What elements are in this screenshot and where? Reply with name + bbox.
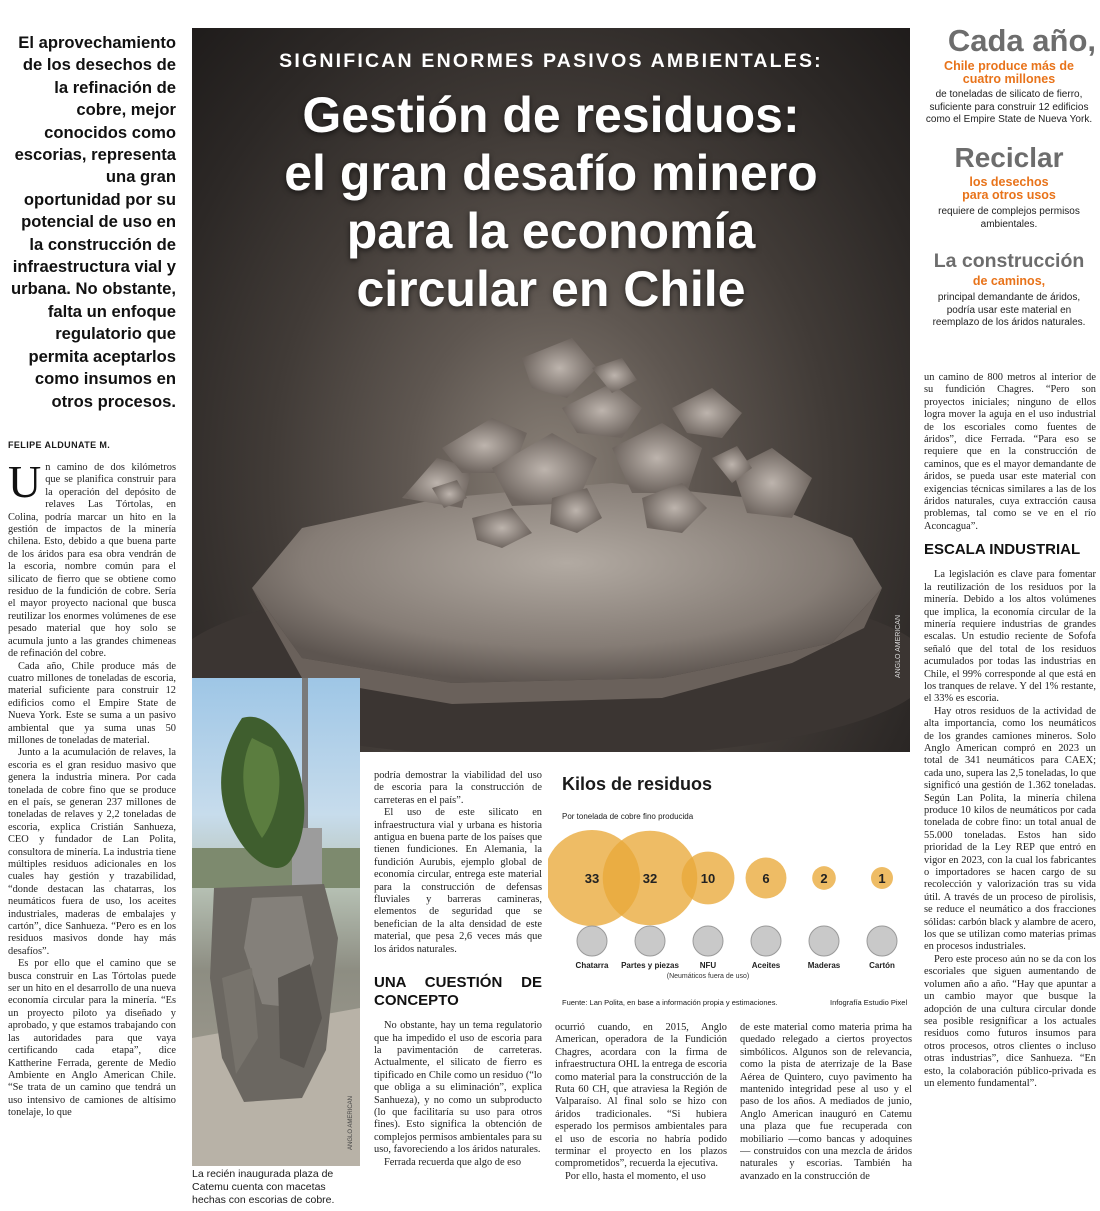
fact-2-highlight-line-1: los desechos [969, 175, 1049, 189]
category-note: (Neumáticos fuera de uso) [666, 973, 750, 980]
waste-chart [548, 760, 910, 1016]
headline [212, 86, 890, 318]
bubble-value-label: 2 [820, 871, 828, 886]
category-label: Maderas [807, 961, 841, 970]
col1-paragraph-4: Es por ello que el camino que se busca construir en Las Tórtolas puede ser un hito en el desarrollo de una nueva economía circular para la minería. “Es un proyecto piloto ya diseñado y aprobado, y que estamos trabajando con las autoridades para que vaya certificando cada etapa”, dice Kattherine Ferrada, gerente de Medio Ambiente en Anglo American Chile. “Se trata de un camino que tendrá un uso intensivo de camiones de altísimo tonelaje, lo que [8, 958, 176, 1119]
col1-paragraph-2: Cada año, Chile produce más de cuatro millones de toneladas de escoria, material suficiente para construir 12 edificios como el Empire State de Nueva York. Este se suma a un pasivo ambiental que ya suma unas 50 millones de toneladas de material. [8, 660, 176, 746]
article-column-5 [740, 1022, 912, 1210]
fact-1-highlight-line-1: Chile produce más de [944, 59, 1074, 73]
fact-2-desc-line-2: ambientales. [980, 218, 1038, 230]
headline-line-2: el gran desafío minero [284, 145, 818, 201]
section-heading-escala: ESCALA INDUSTRIAL [924, 541, 1081, 559]
category-label: Cartón [869, 961, 895, 970]
col6-paragraph-3: Hay otros residuos de la actividad de alta importancia, como los neumáticos de los grandes camiones mineros. Solo Anglo American compró en 2023 un total de 341 neumáticos para CAEX; cada uno, supera las 2,5 toneladas, lo que significó una gestión de 1.362 toneladas. Según Lan Polita, la minería chilena produce 10 kilos de neumáticos por cada tonelada de cobre fino: un total anual de 55.000 toneladas. Estos han sido prioridad de la Ley REP que entró en vigor en 2023, con la cual los fabricantes o importadores se hacen cargo de su recolección y valorización tras su vida útil. A través de un proceso de pirolisis, se reduce el neumático a dos fracciones sólidas: carbón black y alambre de acero, los que se utilizan como materias primas en procesos industriales. [924, 705, 1096, 953]
fact-box-1 [922, 24, 1096, 127]
col4-paragraph-2: Por ello, hasta el momento, el uso [565, 1170, 706, 1182]
fact-1-headline: Cada año, [947, 23, 1096, 58]
article-column-6 [924, 372, 1096, 1210]
fact-1-desc-line-3: como el Empire State de Nueva York. [925, 114, 1093, 125]
fact-1-desc-line-1: de toneladas de silicato de fierro, [935, 89, 1083, 100]
fact-box-2 [922, 142, 1096, 231]
section-heading-concepto: UNA CUESTIÓN DE CONCEPTO [374, 974, 542, 1010]
chart-credit: Infografía Estudio Pixel [830, 998, 908, 1007]
hero-photo [192, 28, 910, 752]
col6-paragraph-2: La legislación es clave para fomentar la reutilización de los residuos por la minería. Debido a los altos volúmenes que implica, la economía circular de la minería requiere industrias de grandes escalas. Un estudio reciente de Sofofa señaló que del total de los residuos acumulados por todas las industrias en Chile, el 99% corresponde al que está en los tranques de relave. Y del 1% restante, el 33% es escoria. [924, 569, 1096, 705]
category-label: NFU [699, 961, 717, 970]
fact-box-3 [922, 249, 1096, 330]
bubble-value-label: 32 [642, 871, 658, 886]
fact-3-desc-line-3: reemplazo de los áridos naturales. [932, 317, 1086, 328]
fact-2-headline: Reciclar [954, 142, 1064, 173]
col3-paragraph-3: No obstante, hay un tema regulatorio que ha impedido el uso de escoria para la pavimentación de carreteras. Actualmente, el silicato de fierro es tipificado en Chile como un residuo (“lo que obliga a su eliminación”, explica Sanhueza), y no como un subproducto (lo que facilitaría su uso para otros fines). Esto significa la obtención de complejos permisos ambientales para su uso, favoreciendo a los áridos naturales. [374, 1020, 542, 1156]
col6-paragraph-1: un camino de 800 metros al interior de su fundición Chagres. “Pero son proyectos iniciales; ninguno de ellos logra mover la aguja en el uso industrial de los escoriales como fuentes de áridos”, dice Ferrada. “Para eso se requiere que en la construcción de caminos, que es el mayor demandante de áridos, se pueda usar este material con exigencias técnicas similares a las de los áridos naturales, cuya extracción causa problemas, tal como se ve en el río Aconcagua”. [924, 372, 1096, 532]
planter-illustration [192, 678, 360, 1166]
hero-kicker: SIGNIFICAN ENORMES PASIVOS AMBIENTALES: [279, 50, 823, 72]
category-label: Aceites [751, 961, 781, 970]
article-column-4 [555, 1022, 727, 1210]
bubble-value-label: 6 [762, 871, 770, 886]
article-column-3 [374, 770, 542, 1210]
col5-paragraph-1: de este material como materia prima ha quedado relegado a ciertos proyectos simbólicos. Algunos son de relevancia, como la pista de aterrizaje de la Base Aérea de Quintero, cuyo pavimento ha mantenido integridad pese al uso y el paso de los años. A mediados de junio, Anglo American inauguró en Catemu una plaza que fue recuperada con mobiliario —como bancas y adoquines— construidos con una mezcla de áridos naturales y escorias. También ha avanzado en la construcción de [740, 1022, 912, 1182]
fact-2-highlight-line-2: para otros usos [962, 188, 1056, 202]
chart-subtitle: Por tonelada de cobre fino producida [562, 812, 694, 821]
headline-line-4: circular en Chile [356, 261, 746, 317]
col3-paragraph-2: El uso de este silicato en infraestructura vial y urbana es historia antigua en buena parte de los países que tienen fundiciones. En Alemania, la fundición Aurubis, ejemplo global de economía circular, entrega este material para la construcción de defensas fluviales y barreras camineras, elementos de seguridad que se benefician de la alta densidad de este material, que pesa 2,6 veces más que los áridos naturales. [374, 807, 542, 955]
byline: FELIPE ALDUNATE M. [8, 440, 111, 450]
col3-paragraph-1: podría demostrar la viabilidad del uso de escoria para la construcción de carreteras en el país”. [374, 770, 542, 806]
hero-photo-credit: ANGLO AMERICAN [895, 614, 902, 678]
fact-1-highlight-line-2: cuatro millones [962, 72, 1056, 86]
catemu-plaza-photo [192, 678, 360, 1166]
fact-2-desc-line-1: requiere de complejos permisos [938, 206, 1080, 217]
bubble-value-label: 1 [878, 871, 886, 886]
category-icon [577, 926, 607, 956]
article-column-1 [8, 462, 176, 1207]
fact-3-highlight-line-1: de caminos, [972, 274, 1046, 288]
fact-3-desc-line-1: principal demandante de áridos, [937, 292, 1081, 303]
col3-paragraph-4: Ferrada recuerda que algo de eso [384, 1156, 522, 1168]
lead-paragraph: El aprovechamiento de los desechos de la refinación de cobre, mejor conocidos como escorias, representa una gran oportunidad por su potencial de uso en la construcción de infraestructura vial y urbana. No obstante, falta un enfoque regulatorio que permita aceptarlos como insumos en otros procesos. [10, 33, 176, 411]
photo2-credit: ANGLO AMERICAN [348, 1095, 354, 1150]
fact-1-desc-line-2: suficiente para construir 12 edificios [929, 101, 1089, 113]
bubble-value-label: 10 [700, 871, 716, 886]
category-label: Partes y piezas [621, 961, 679, 970]
col6-paragraph-4: Pero este proceso aún no se da con los escoriales que siguen aumentando de volumen año a año. “Hay que apuntar a un cambio mayor que busque la adopción de una cultura circular donde sea posible resignificar a los actuales residuos como futuros insumos para otros procesos, otros clientes o incluso otras industrias”, dice Sanhueza. “En esto, la colaboración público-privada es un elemento fundamental”. [924, 953, 1096, 1089]
drop-cap: U [8, 462, 42, 507]
headline-line-3: para la economía [346, 203, 756, 259]
chart-plot [548, 822, 910, 994]
col1-paragraph-3: Junto a la acumulación de relaves, la escoria es el gran residuo masivo que genera la industria minera. Por cada tonelada de cobre fino que se produce en el país, se generan 237 millones de toneladas de relaves y 2,2 toneladas de escoria, explica Cristián Sanhueza, CEO y fundador de Lan Polita, consultora de minería. La industria tiene múltiples residuos adicionales en los cuales hay gestión y trazabilidad, “donde destacan las chatarras, los neumáticos fuera de uso, los aceites industriales, maderas de embalajes y cartón”, dice Sanhueza. “Pero es en los residuos masivos donde hay más desafíos”. [8, 747, 176, 957]
category-icon [635, 926, 665, 956]
headline-line-1: Gestión de residuos: [302, 87, 800, 143]
category-icon [693, 926, 723, 956]
category-icon [809, 926, 839, 956]
category-icon [751, 926, 781, 956]
chart-source: Fuente: Lan Polita, en base a información propia y estimaciones. [562, 998, 778, 1007]
col4-paragraph-1: ocurrió cuando, en 2015, Anglo American, operadora de la Fundición Chagres, acordara con la firma de infraestructura OHL la entrega de escoria como material para la construcción de la Ruta 60 CH, que atraviesa la Región de Valparaíso. Al final solo se hizo con áridos tradicionales. “Si hubiera esperado los permisos ambientales para el uso de escoria no habría podido terminar el proyecto en los plazos comprometidos”, recuerda la ejecutiva. [555, 1022, 727, 1170]
bubble-value-label: 33 [584, 871, 600, 886]
fact-3-desc-line-2: podría usar este material en [946, 304, 1072, 316]
fact-3-headline: La construcción [933, 250, 1085, 272]
col1-paragraph-1: n camino de dos kilómetros que se planifica construir para la operación del depósito de relaves Las Tórtolas, en Colina, podría marcar un hito en la gestión de impactos de la minería chilena. Esto, debido a que buena parte de los áridos para esa obra vendrán de la escoria, nombre común para el silicato de fierro que se obtiene como residuo de la fundición de cobre. Sería el mayor proyecto nacional que busca reutilizar los enormes volúmenes de ese pesado material que hoy solo se acumula junto a las grandes chimeneas de refinación del cobre. [8, 462, 176, 660]
category-label: Chatarra [575, 961, 609, 970]
chart-title: Kilos de residuos [562, 774, 713, 794]
category-icon [867, 926, 897, 956]
photo2-caption: La recién inaugurada plaza de Catemu cuenta con macetas hechas con escorias de cobre. [192, 1168, 335, 1206]
